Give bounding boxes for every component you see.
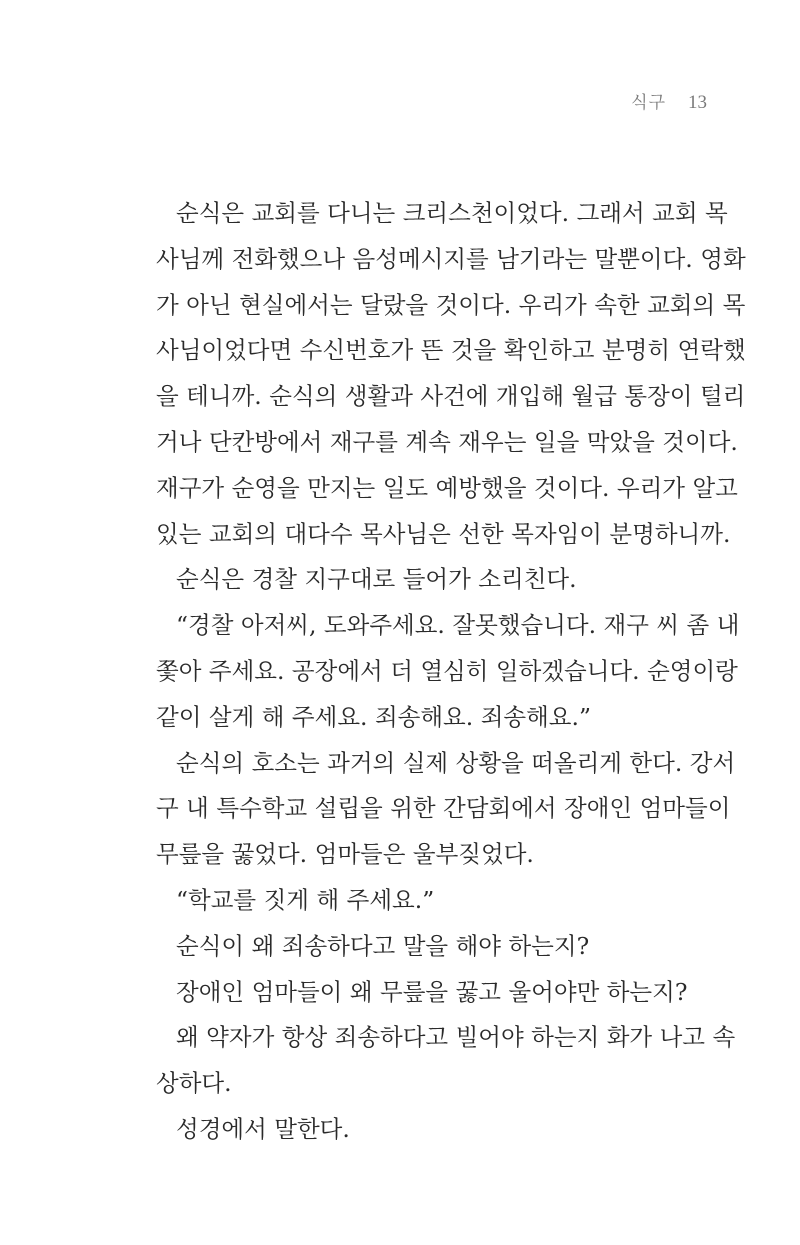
running-head <box>631 88 707 114</box>
text-line: 거나 단칸방에서 재구를 계속 재우는 일을 막았을 것이다. <box>156 428 738 456</box>
text-line: 순식이 왜 죄송하다고 말을 해야 하는지? <box>176 931 590 960</box>
text-line: 재구가 순영을 만지는 일도 예방했을 것이다. 우리가 알고 <box>156 473 738 502</box>
text-line: 왜 약자가 항상 죄송하다고 빌어야 하는지 화가 나고 속 <box>176 1023 736 1052</box>
text-line: 같이 살게 해 주세요. 죄송해요. 죄송해요.” <box>156 702 591 731</box>
text-line: 순식은 교회를 다니는 크리스천이었다. 그래서 교회 목 <box>176 199 728 227</box>
text-line: “경찰 아저씨, 도와주세요. 잘못했습니다. 재구 씨 좀 내 <box>176 611 740 640</box>
text-line: 사님이었다면 수신번호가 뜬 것을 확인하고 분명히 연락했 <box>156 336 746 365</box>
text-line: 쫓아 주세요. 공장에서 더 열심히 일하겠습니다. 순영이랑 <box>156 657 738 685</box>
text-line: “학교를 짓게 해 주세요.” <box>176 886 435 914</box>
text-line: 을 테니까. 순식의 생활과 사건에 개입해 월급 통장이 털리 <box>156 382 746 411</box>
chapter-title: 식구 <box>631 93 666 113</box>
text-line: 사님께 전화했으나 음성메시지를 남기라는 말뿐이다. 영화 <box>156 244 746 273</box>
text-line: 장애인 엄마들이 왜 무릎을 꿇고 울어야만 하는지? <box>176 977 688 1006</box>
text-line: 있는 교회의 대다수 목사님은 선한 목자임이 분명하니까. <box>156 519 731 548</box>
text-line: 가 아닌 현실에서는 달랐을 것이다. 우리가 속한 교회의 목 <box>156 290 746 319</box>
text-line: 무릎을 꿇었다. 엄마들은 울부짖었다. <box>156 840 534 869</box>
text-line: 상하다. <box>156 1069 232 1098</box>
text-line: 순식은 경찰 지구대로 들어가 소리친다. <box>176 565 577 594</box>
text-line: 성경에서 말한다. <box>176 1115 350 1143</box>
page-number: 13 <box>688 92 707 113</box>
text-line: 구 내 특수학교 설립을 위한 간담회에서 장애인 엄마들이 <box>156 794 731 823</box>
text-line: 순식의 호소는 과거의 실제 상황을 떠올리게 한다. 강서 <box>176 748 736 777</box>
